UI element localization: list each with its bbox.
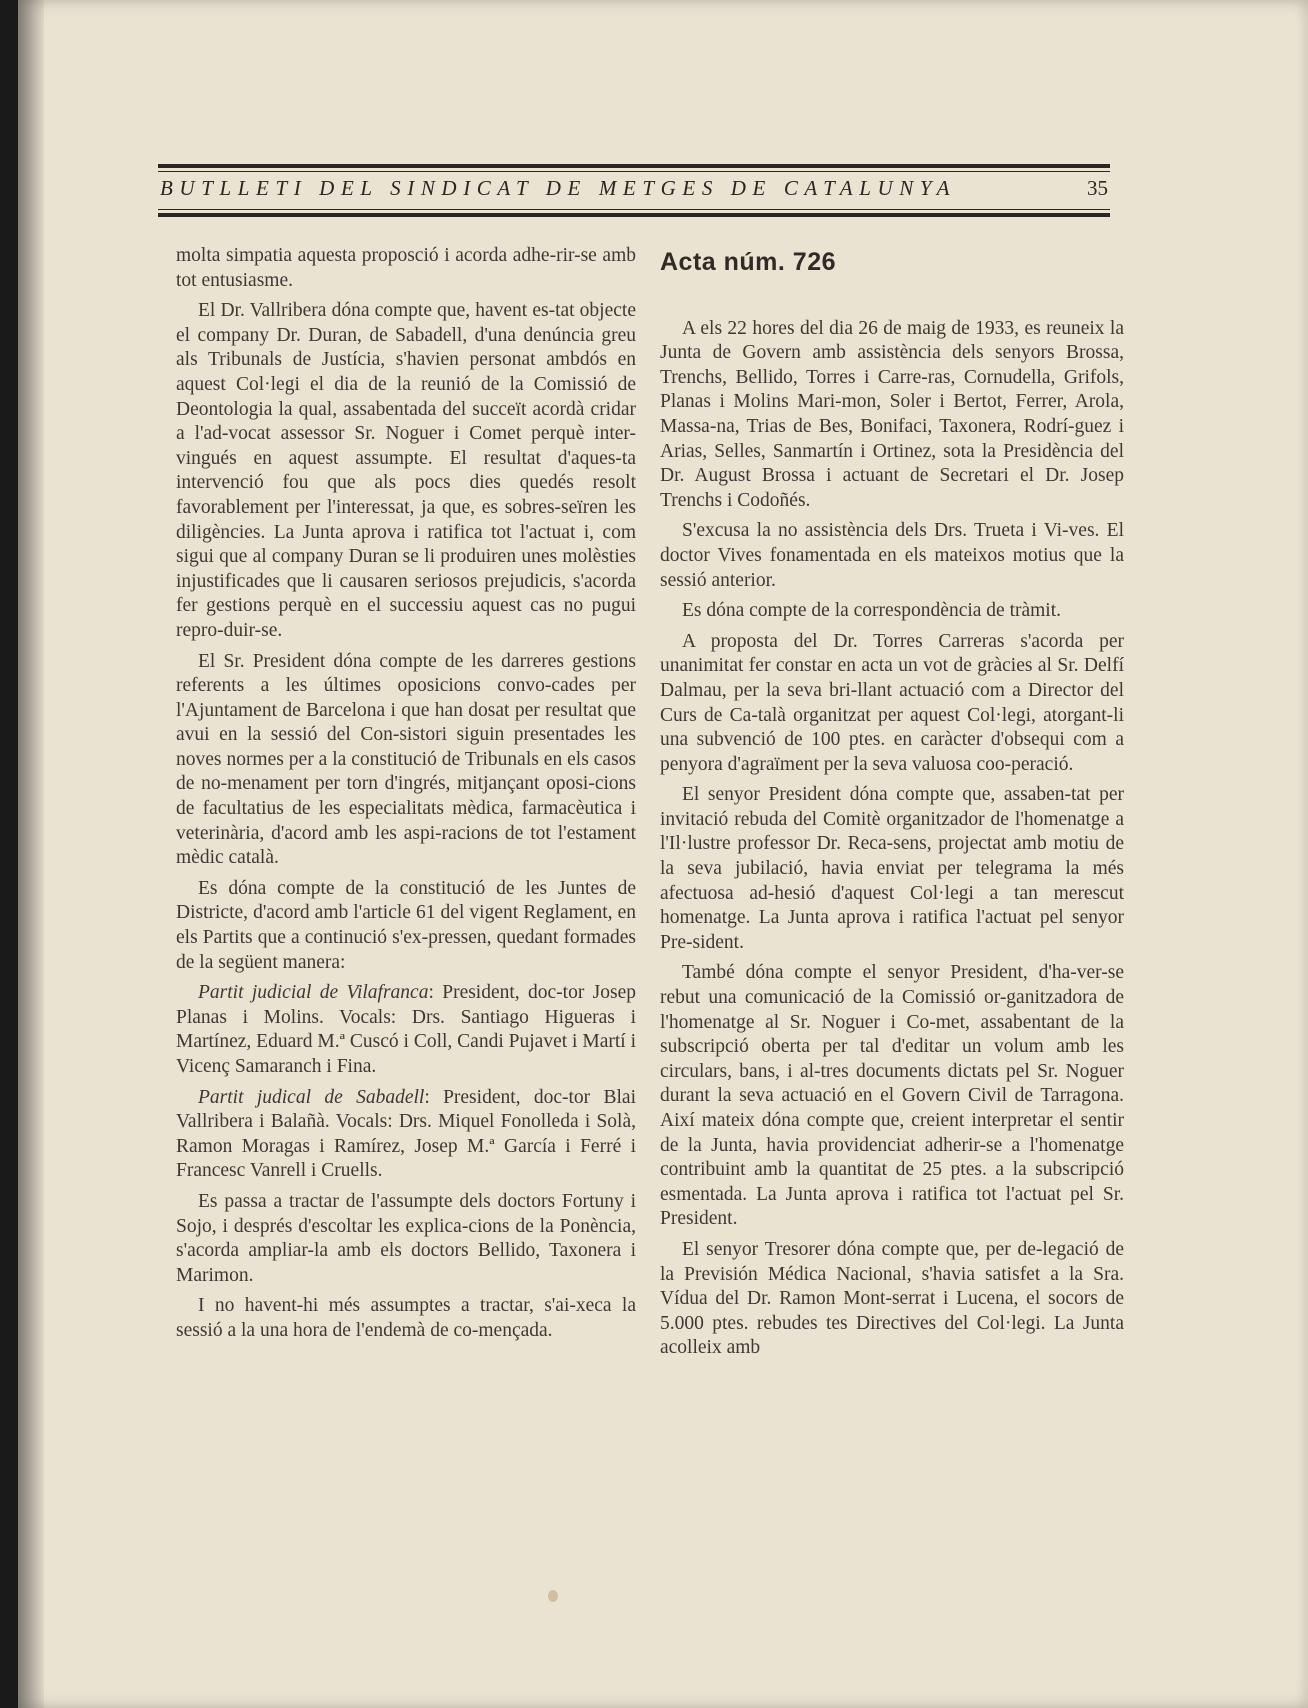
paragraph: I no havent-hi més assumptes a tractar, s'ai-xeca la sessió a la una hora de l'endemà de co-mençada.: [176, 1295, 636, 1341]
paragraph: [176, 981, 636, 1079]
book-spine-shadow: [18, 0, 44, 1708]
paragraph: S'excusa la no assistència dels Drs. Trueta i Vi-ves. El doctor Vives fonamentada en els mateixos motius que la sessió anterior.: [660, 520, 1124, 591]
paper-stain: [548, 1590, 558, 1602]
header-rule-bottom-thin: [158, 209, 1110, 210]
paragraph: A proposta del Dr. Torres Carreras s'acorda per unanimitat fer constar en acta un vot de gràcies al Sr. Delfí Dalmau, per la seva bri-llant actuació com a Director del Curs de Ca-talà organitzat per aquest Col·legi, atorgant-li una subvenció de 100 ptes. en caràcter d'obsequi com a penyora d'agraïment per la seva valuosa coo-peració.: [660, 630, 1124, 775]
header-rule-top-thick: [158, 164, 1110, 168]
journal-title: BUTLLETI DEL SINDICAT DE METGES DE CATALUNYA: [160, 176, 957, 200]
district-label: Partit judical de Sabadell: [198, 1086, 425, 1108]
paragraph: També dóna compte el senyor President, d'ha-ver-se rebut una comunicació de la Comissió or-ganitzadora de l'homenatge al Sr. Noguer i Co-met, assabentant de la subscripció oberta per tal d'editar un volum amb les circulars, bans, i al-tres documents dictats pel Sr. Noguer durant la seva actuació en el Govern Civil de Tarragona. Així mateix dóna compte que, creient interpretar el sentir de la Junta, havia providenciat adherir-se a l'homenatge contribuint amb la quantitat de 25 ptes. a la subscripció esmentada. La Junta aprova i ratifica tot l'actuat pel Sr. President.: [660, 962, 1124, 1230]
right-column: [660, 244, 1124, 1367]
paragraph: El senyor Tresorer dóna compte que, per de-legació de la Previsión Médica Nacional, s'havia satisfet a la Sra. Vídua del Dr. Ramon Mont-serrat i Lucena, el socors de 5.000 ptes. rebudes tes Directives del Col·legi. La Junta acolleix amb: [660, 1238, 1124, 1359]
district-text: : President, doc-tor Blai Vallribera i Balañà. Vocals: Drs. Miquel Fonolleda i Solà, Ramon Moragas i Ramírez, Josep M.ª García i Ferré i Francesc Vanrell i Cruells.: [176, 1086, 636, 1182]
paragraph: El Dr. Vallribera dóna compte que, havent es-tat objecte el company Dr. Duran, de Sabadell, d'una denúncia greu als Tribunals de Justícia, s'havien personat ambdós en aquest Col·legi el dia de la reunió de la Comissió de Deontologia la qual, assabentada del succeït acordà cridar a l'ad-vocat assessor Sr. Noguer i Comet perquè inter-vingués en aquest assumpte. El resultat d'aques-ta intervenció fou que als pocs dies quedés resolt favorablement per l'interessat, ja que, es sobres-seïren les diligències. La Junta aprova i ratifica tot l'actuat i, com sigui que al company Duran se li produiren unes molèsties injustificades que li causaren seriosos prejudicis, s'acorda fer gestions perquè en el successiu aquest cas no pugui repro-duir-se.: [176, 300, 636, 641]
left-column: [176, 244, 636, 1350]
paragraph: Es dóna compte de la constitució de les Juntes de Districte, d'acord amb l'article 61 del vigent Reglament, en els Partits que a continució s'ex-pressen, quedant formades de la següent manera:: [176, 877, 636, 973]
paragraph: El Sr. President dóna compte de les darreres gestions referents a les últimes oposicions convo-cades per l'Ajuntament de Barcelona i que han dosat per resultat que avui en la sessió del Con-sistori siguin presentades les noves normes per a la constitució de Tribunals en els casos de no-menament per torn d'ingrés, mitjançant oposi-cions de facultatius de les especialitats mèdica, farmacèutica i veterinària, d'acord amb les aspi-racions de tot l'estament mèdic català.: [176, 650, 636, 869]
district-text: : President, doc-tor Josep Planas i Molins. Vocals: Drs. Santiago Higueras i Martínez, Eduard M.ª Cuscó i Coll, Candi Pujavet i Martí i Vicenç Samaranch i Fina.: [176, 982, 636, 1077]
paragraph: El senyor President dóna compte que, assaben-tat per invitació rebuda del Comitè organitzador de l'homenatge a l'Il·lustre professor Dr. Reca-sens, projectat amb motiu de la seva jubilació, havia enviat per telegrama la més afectuosa ad-hesió d'aquest Col·legi a tan merescut homenatge. La Junta aprova i ratifica l'actuat pel senyor Pre-sident.: [660, 784, 1124, 953]
header-rule-bottom-thick: [158, 213, 1110, 217]
paragraph: molta simpatia aquesta proposció i acorda adhe-rir-se amb tot entusiasme.: [176, 245, 636, 291]
running-header: [158, 160, 1110, 222]
paragraph: Es passa a tractar de l'assumpte dels doctors Fortuny i Sojo, i després d'escoltar les explica-cions de la Ponència, s'acorda ampliar-la amb els doctors Bellido, Taxonera i Marimon.: [176, 1190, 636, 1286]
section-heading: Acta núm. 726: [660, 248, 837, 276]
paragraph: Es dóna compte de la correspondència de tràmit.: [682, 600, 1062, 622]
page-number: 35: [1087, 176, 1108, 200]
header-rule-top-thin: [158, 171, 1110, 172]
paragraph: [176, 1086, 636, 1184]
paragraph: A els 22 hores del dia 26 de maig de 1933, es reuneix la Junta de Govern amb assistència dels senyors Brossa, Trenchs, Bellido, Torres i Carre-ras, Cornudella, Grifols, Planas i Molins Mari-mon, Soler i Bertot, Ferrer, Arola, Massa-na, Trias de Bes, Bonifaci, Taxonera, Rodrí-guez i Arias, Selles, Sanmartín i Ortinez, sota la Presidència del Dr. August Brossa i actuant de Secretari el Dr. Josep Trenchs i Codoñés.: [660, 317, 1124, 511]
district-label: Partit judicial de Vilafranca: [198, 982, 429, 1004]
